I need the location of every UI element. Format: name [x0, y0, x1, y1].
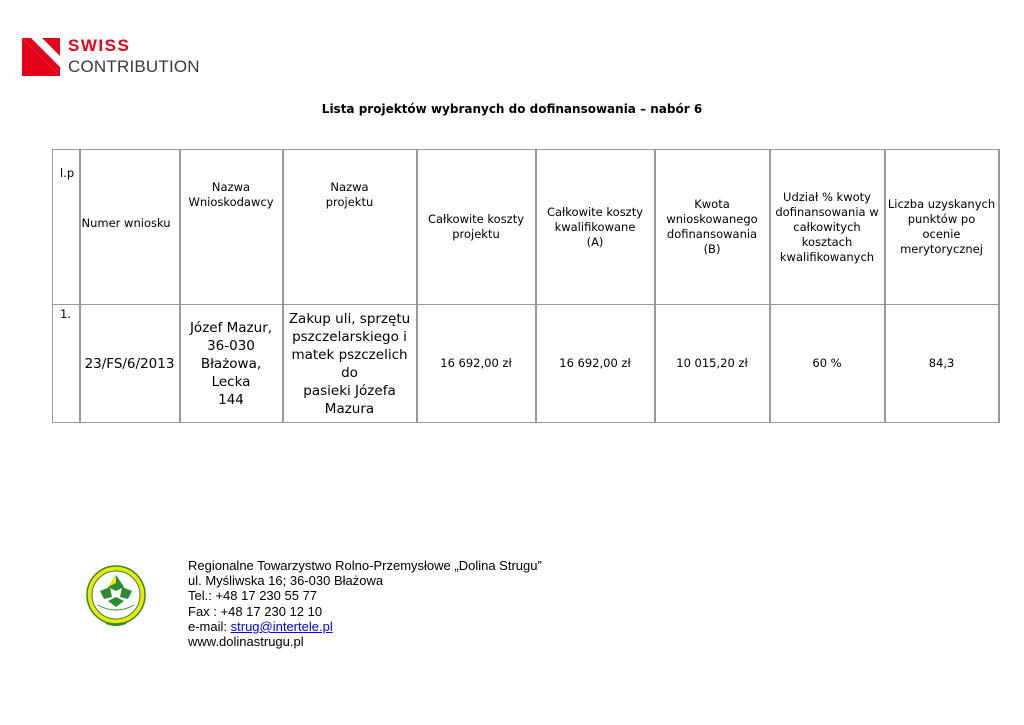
swiss-contribution-logo [22, 38, 222, 78]
header-calkowite-koszty-kwalifikowane: Całkowite koszty kwalifikowane (A) [536, 150, 655, 305]
footer-tel: Tel.: +48 17 230 55 77 [188, 588, 318, 604]
cell-lp: 1. [53, 305, 80, 423]
footer-contact [188, 558, 542, 649]
header-nazwa-wnioskodawcy: Nazwa Wnioskodawcy [180, 150, 283, 305]
header-nazwa-projektu: Nazwa projektu [283, 150, 417, 305]
cell-calkowite-koszty: 16 692,00 zł [417, 305, 536, 423]
cell-wnioskodawca: Józef Mazur, 36-030 Błażowa, Lecka 144 [180, 305, 283, 423]
header-lp: l.p [53, 150, 80, 305]
logo-swiss-text: SWISS [68, 36, 131, 55]
swiss-logo-mark-icon [22, 38, 60, 76]
header-calkowite-koszty-projektu: Całkowite koszty projektu [417, 150, 536, 305]
footer-org-name: Regionalne Towarzystwo Rolno-Przemysłowe „Dolina Strugu” [188, 558, 542, 573]
table-header-row [53, 150, 999, 305]
logo-contribution-text: CONTRIBUTION [68, 57, 200, 76]
cell-udzial-procent: 60 % [770, 305, 885, 423]
document-title: Lista projektów wybranych do dofinansowania – nabór 6 [321, 102, 703, 116]
cell-nazwa-projektu: Zakup uli, sprzętu pszczelarskiego i matek pszczelich do pasieki Józefa Mazura [283, 305, 417, 423]
footer-email-label: e-mail: [188, 618, 231, 634]
header-liczba-punktow: Liczba uzyskanych punktów po ocenie merytorycznej [885, 150, 999, 305]
cell-kwota-dofinansowania: 10 015,20 zł [655, 305, 770, 423]
cell-liczba-punktow: 84,3 [885, 305, 999, 423]
projects-table [52, 149, 1000, 423]
footer-fax: Fax : +48 17 230 12 10 [188, 603, 323, 619]
footer-email-link[interactable]: strug@intertele.pl [230, 618, 333, 634]
header-numer-wniosku: Numer wniosku [80, 150, 180, 305]
cell-koszty-kwalifikowane: 16 692,00 zł [536, 305, 655, 423]
header-udzial-procent: Udział % kwoty dofinansowania w całkowitych kosztach kwalifikowanych [770, 150, 885, 305]
footer-www: www.dolinastrugu.pl [188, 634, 304, 650]
footer-address: ul. Myśliwska 16; 36-030 Błażowa [188, 573, 384, 589]
header-kwota-dofinansowania: Kwota wnioskowanego dofinansowania (B) [655, 150, 770, 305]
table-row [53, 305, 999, 423]
cell-numer-wniosku: 23/FS/6/2013 [80, 305, 180, 423]
footer-email-line [188, 619, 542, 634]
dolina-strugu-logo-icon [86, 565, 146, 627]
